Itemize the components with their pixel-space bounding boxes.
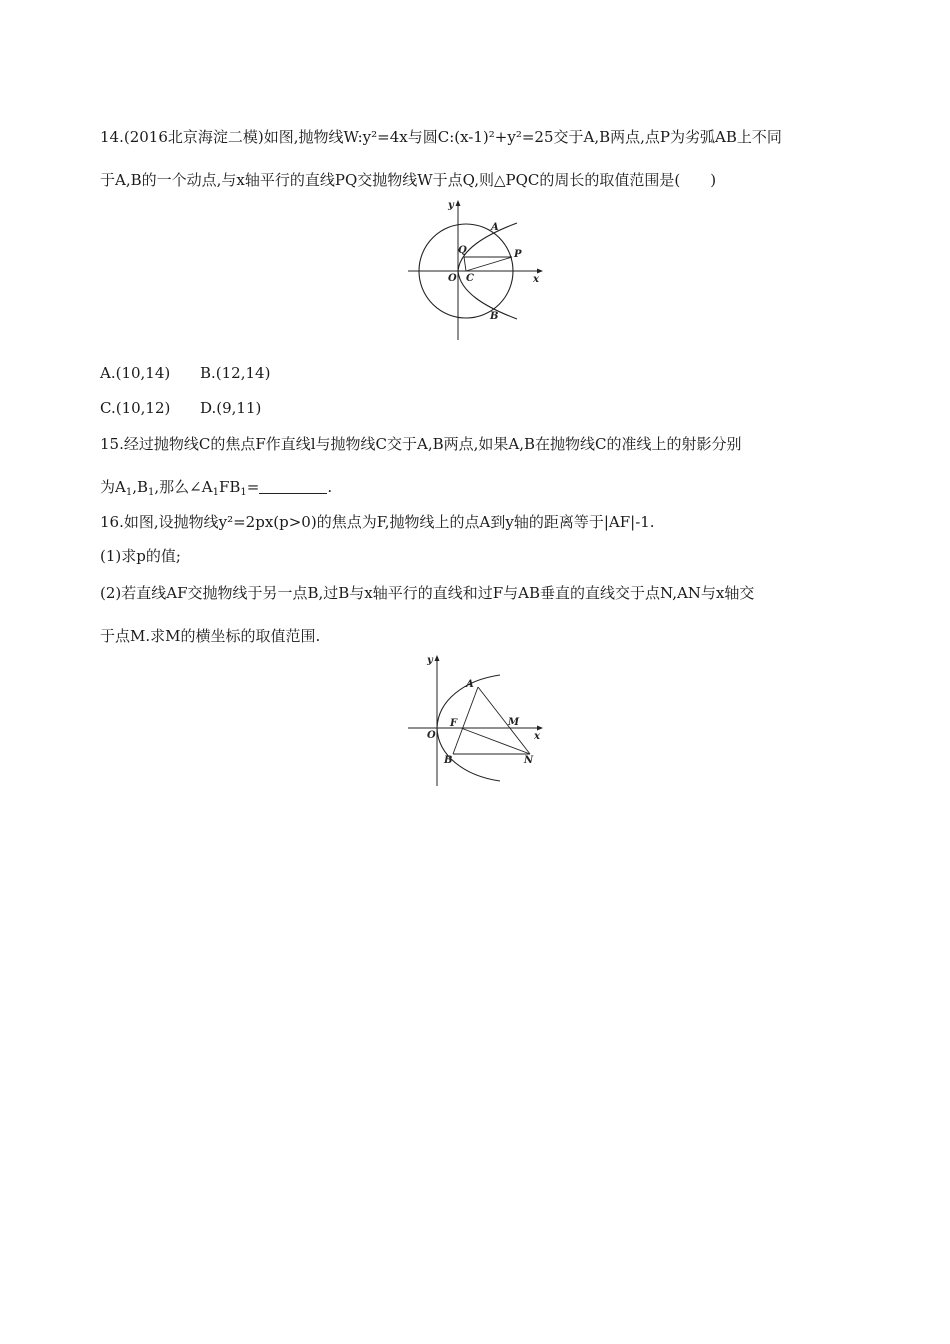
q14-label-A: A xyxy=(491,222,499,233)
q16-label-x: x xyxy=(534,731,540,742)
q15-text-line-1: 15.经过抛物线C的焦点F作直线l与抛物线C交于A,B两点,如果A,B在抛物线C的准线上的射影分别 xyxy=(100,435,742,453)
q14-figure xyxy=(400,195,550,345)
q14-options-row-1 xyxy=(100,363,270,383)
q16-label-y: y xyxy=(427,655,433,666)
q16-figure xyxy=(400,650,550,790)
q14-options-row-2 xyxy=(100,398,261,418)
q15-text: = xyxy=(246,478,260,496)
q16-label-A: A xyxy=(466,679,474,690)
q15-text: . xyxy=(327,478,333,496)
q14-option-c: C.(10,12) xyxy=(100,399,171,417)
q14-label-O: O xyxy=(448,273,457,284)
q16-label-M: M xyxy=(508,717,520,728)
q16-text-line-1: 16.如图,设抛物线y²=2px(p>0)的焦点为F,抛物线上的点A到y轴的距离等于|AF|-1. xyxy=(100,513,655,531)
q14-option-d: D.(9,11) xyxy=(200,399,262,417)
q14-label-C: C xyxy=(466,273,474,284)
q15-subscript: 1 xyxy=(240,487,247,498)
q16-label-O: O xyxy=(427,730,436,741)
q14-label-P: P xyxy=(514,249,522,260)
q14-text-line-1: 14.(2016北京海淀二模)如图,抛物线W:y²=4x与圆C:(x-1)²+y²=25交于A,B两点,点P为劣弧AB上不同 xyxy=(100,128,782,146)
q15-text: 为A xyxy=(100,478,126,496)
q15-answer-blank[interactable] xyxy=(259,479,327,494)
q14-label-Q: Q xyxy=(458,245,467,256)
q16-label-N: N xyxy=(524,755,534,766)
q16-part-1: (1)求p的值; xyxy=(100,547,181,565)
q15-subscript: 1 xyxy=(212,487,219,498)
q15-text: FB xyxy=(218,478,241,496)
q16-label-F: F xyxy=(450,718,458,729)
q16-part-2-line-1: (2)若直线AF交抛物线于另一点B,过B与x轴平行的直线和过F与AB垂直的直线交于点N,AN与x轴交 xyxy=(100,584,755,602)
q15-text: ,那么∠A xyxy=(154,478,213,496)
q14-label-y: y xyxy=(448,200,454,211)
q14-label-B: B xyxy=(490,311,499,322)
q14-option-a: A.(10,14) xyxy=(100,364,171,382)
q15-subscript: 1 xyxy=(125,487,133,498)
q15-subscript: 1 xyxy=(148,487,155,498)
q15-text: ,B xyxy=(132,478,149,496)
q14-text-line-2: 于A,B的一个动点,与x轴平行的直线PQ交抛物线W于点Q,则△PQC的周长的取值范围是( ) xyxy=(100,171,717,189)
q15-text-line-2 xyxy=(100,477,332,503)
q14-label-x: x xyxy=(533,274,539,285)
q16-part-2-line-2: 于点M.求M的横坐标的取值范围. xyxy=(100,627,321,645)
q16-label-B: B xyxy=(444,755,453,766)
q14-option-b: B.(12,14) xyxy=(200,364,271,382)
